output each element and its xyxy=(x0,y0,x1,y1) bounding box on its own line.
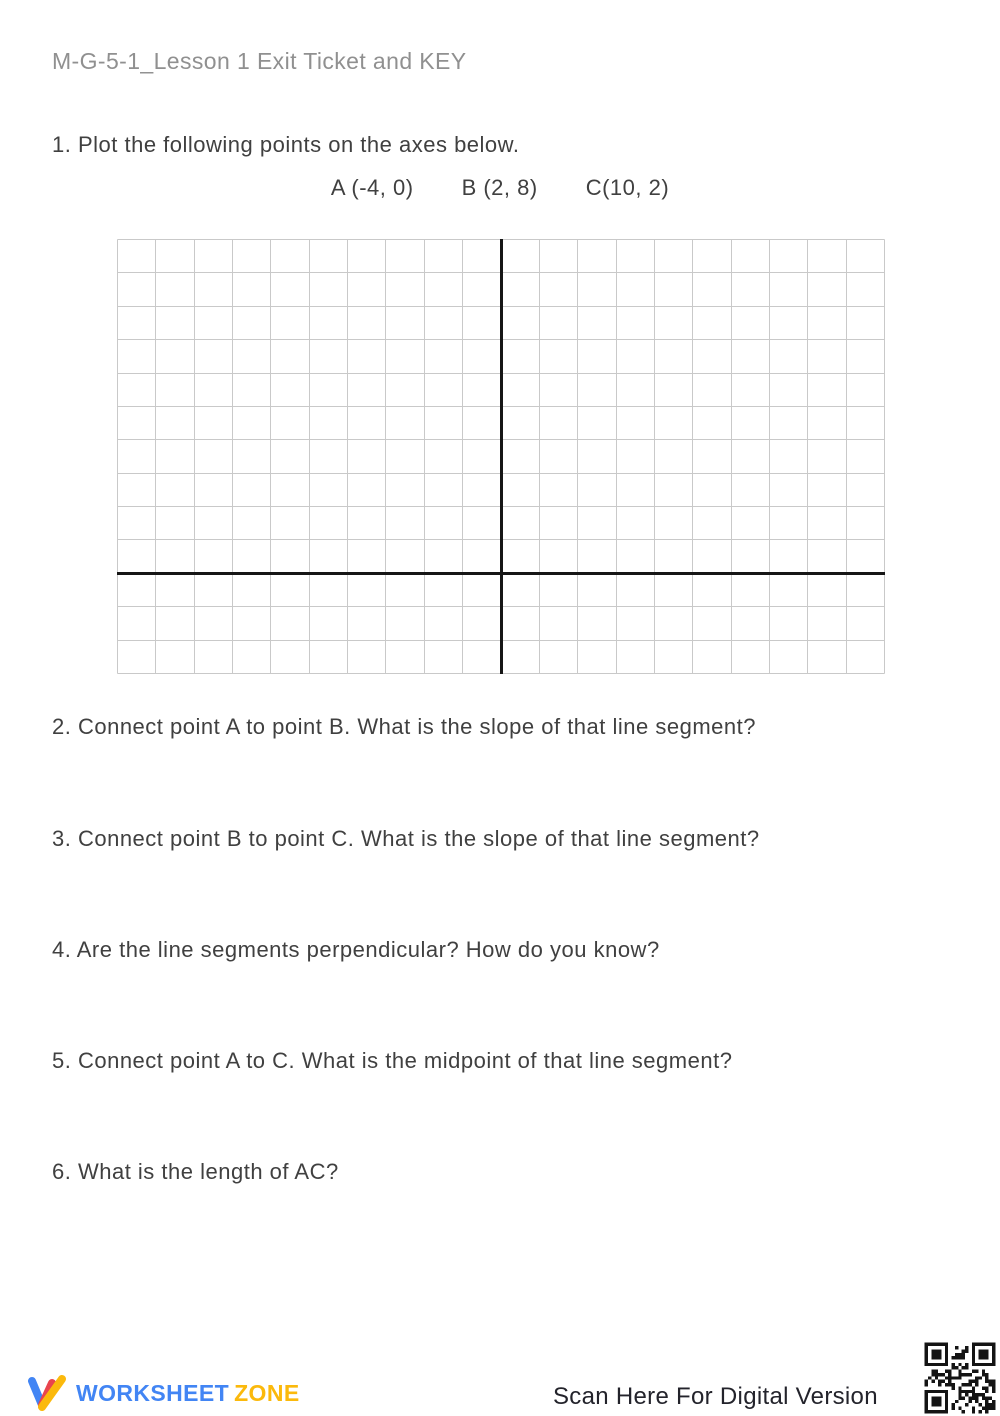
point-c-label: C(10, 2) xyxy=(585,175,670,200)
question-2: 2. Connect point A to point B. What is the slope of that line segment? xyxy=(52,714,756,739)
question-5: 5. Connect point A to C. What is the midpoint of that line segment? xyxy=(52,1048,733,1073)
question-1: 1. Plot the following points on the axes below. xyxy=(52,132,520,157)
point-a-label: A (-4, 0) xyxy=(330,175,414,200)
coordinate-grid xyxy=(117,239,885,675)
brand-name xyxy=(76,1380,300,1407)
question-4: 4. Are the line segments perpendicular? How do you know? xyxy=(52,937,660,962)
document-title: M-G-5-1_Lesson 1 Exit Ticket and KEY xyxy=(52,48,467,74)
question-3: 3. Connect point B to point C. What is the slope of that line segment? xyxy=(52,826,760,851)
brand-name-worksheet: WORKSHEET xyxy=(76,1379,230,1406)
question-6: 6. What is the length of AC? xyxy=(52,1159,339,1184)
qr-code-icon xyxy=(923,1341,997,1415)
points-row xyxy=(0,175,1000,201)
point-b-label: B (2, 8) xyxy=(461,175,538,200)
brand-logo xyxy=(25,1372,300,1414)
brand-name-zone: ZONE xyxy=(234,1379,300,1406)
scan-here-text: Scan Here For Digital Version xyxy=(553,1383,878,1410)
worksheet-zone-w-logo-icon xyxy=(25,1374,67,1412)
